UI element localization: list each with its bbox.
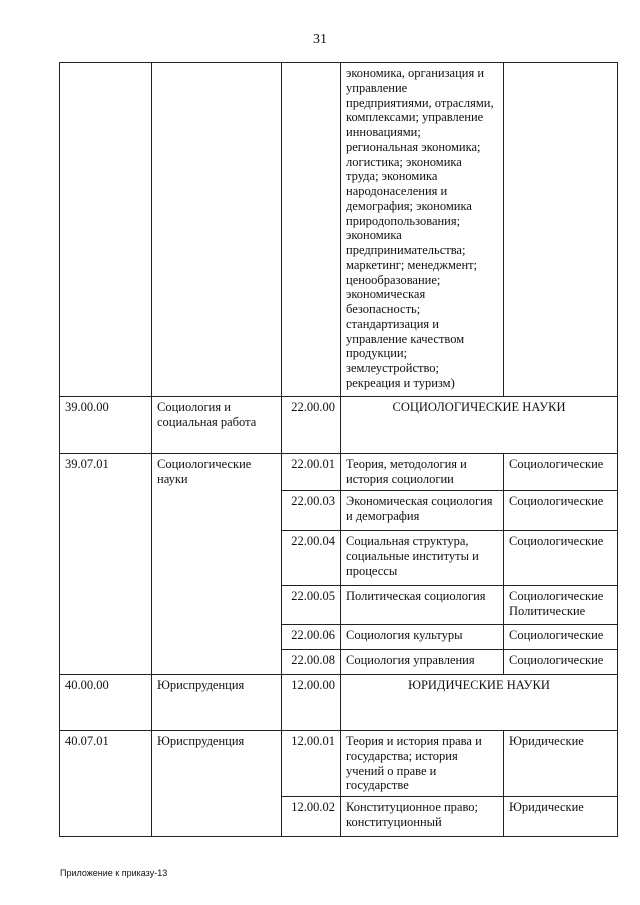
specialty-code: 22.00.03 xyxy=(282,491,341,531)
specialty-name: Социальная структура, социальные институты и процессы xyxy=(341,531,504,586)
group-name: Социология и социальная работа xyxy=(152,397,282,454)
science-heading: СОЦИОЛОГИЧЕСКИЕ НАУКИ xyxy=(341,397,618,454)
specialty-name: Экономическая социология и демография xyxy=(341,491,504,531)
specialty-name: Теория и история права и государства; история учений о праве и государстве xyxy=(341,731,504,797)
direction-code: 40.07.01 xyxy=(60,731,152,837)
footer-note: Приложение к приказу-13 xyxy=(60,868,168,878)
text-line: логистика; экономика xyxy=(346,154,462,169)
text-line: труда; экономика xyxy=(346,169,438,184)
text-line: региональная экономика; xyxy=(346,139,481,154)
text-line: экономическая xyxy=(346,287,426,302)
empty-cell xyxy=(504,63,618,397)
science-branch: Юридические xyxy=(504,731,618,797)
branch-line: Политические xyxy=(509,603,586,618)
science-branch xyxy=(504,586,618,625)
text-line: рекреация и туризм) xyxy=(346,375,455,390)
specialty-name: Политическая социология xyxy=(341,586,504,625)
continuation-specialty-cell xyxy=(341,63,504,397)
text-line: ценообразование; xyxy=(346,272,441,287)
text-line: предпринимательства; xyxy=(346,243,466,257)
group-row xyxy=(60,675,618,731)
page-number: 31 xyxy=(313,32,327,47)
group-code: 39.00.00 xyxy=(60,397,152,454)
text-line: стандартизация и xyxy=(346,316,439,331)
branch-line: Социологические xyxy=(509,589,604,603)
science-code: 22.00.00 xyxy=(282,397,341,454)
direction-code: 39.07.01 xyxy=(60,454,152,675)
text-line: экономика xyxy=(346,228,402,243)
specialty-code: 22.00.06 xyxy=(282,625,341,650)
specialty-code: 12.00.02 xyxy=(282,797,341,837)
text-line: народонаселения и xyxy=(346,184,448,198)
empty-cell xyxy=(152,63,282,397)
text-line: маркетинг; менеджмент; xyxy=(346,257,478,272)
text-line: управление качеством xyxy=(346,331,465,346)
science-heading: ЮРИДИЧЕСКИЕ НАУКИ xyxy=(341,675,618,731)
specialty-code: 22.00.04 xyxy=(282,531,341,586)
specialties-table xyxy=(59,62,618,837)
group-row xyxy=(60,397,618,454)
table-row xyxy=(60,731,618,797)
table-row xyxy=(60,454,618,491)
specialty-code: 22.00.05 xyxy=(282,586,341,625)
specialty-code: 22.00.01 xyxy=(282,454,341,491)
empty-cell xyxy=(282,63,341,397)
group-code: 40.00.00 xyxy=(60,675,152,731)
specialty-name: Теория, методология и история социологии xyxy=(341,454,504,491)
text-line: управление xyxy=(346,80,408,95)
text-line: безопасность; xyxy=(346,302,421,316)
text-line: землеустройство; xyxy=(346,361,440,375)
specialty-name: Конституционное право; конституционный xyxy=(341,797,504,837)
specialty-code: 22.00.08 xyxy=(282,650,341,675)
science-branch: Социологические xyxy=(504,650,618,675)
direction-name: Социологические науки xyxy=(152,454,282,675)
science-branch: Социологические xyxy=(504,454,618,491)
text-line: продукции; xyxy=(346,346,408,361)
science-branch: Социологические xyxy=(504,491,618,531)
science-code: 12.00.00 xyxy=(282,675,341,731)
specialty-name: Социология культуры xyxy=(341,625,504,650)
science-branch: Юридические xyxy=(504,797,618,837)
text-line: демография; экономика xyxy=(346,198,472,213)
text-line: комплексами; управление xyxy=(346,110,484,125)
specialty-name: Социология управления xyxy=(341,650,504,675)
table-row xyxy=(60,63,618,397)
group-name: Юриспруденция xyxy=(152,675,282,731)
text-line: предприятиями, отраслями, xyxy=(346,95,494,110)
text-line: инновациями; xyxy=(346,125,421,139)
science-branch: Социологические xyxy=(504,531,618,586)
specialty-code: 12.00.01 xyxy=(282,731,341,797)
science-branch: Социологические xyxy=(504,625,618,650)
text-line: экономика, организация и xyxy=(346,66,485,80)
text-line: природопользования; xyxy=(346,213,461,228)
empty-cell xyxy=(60,63,152,397)
direction-name: Юриспруденция xyxy=(152,731,282,837)
